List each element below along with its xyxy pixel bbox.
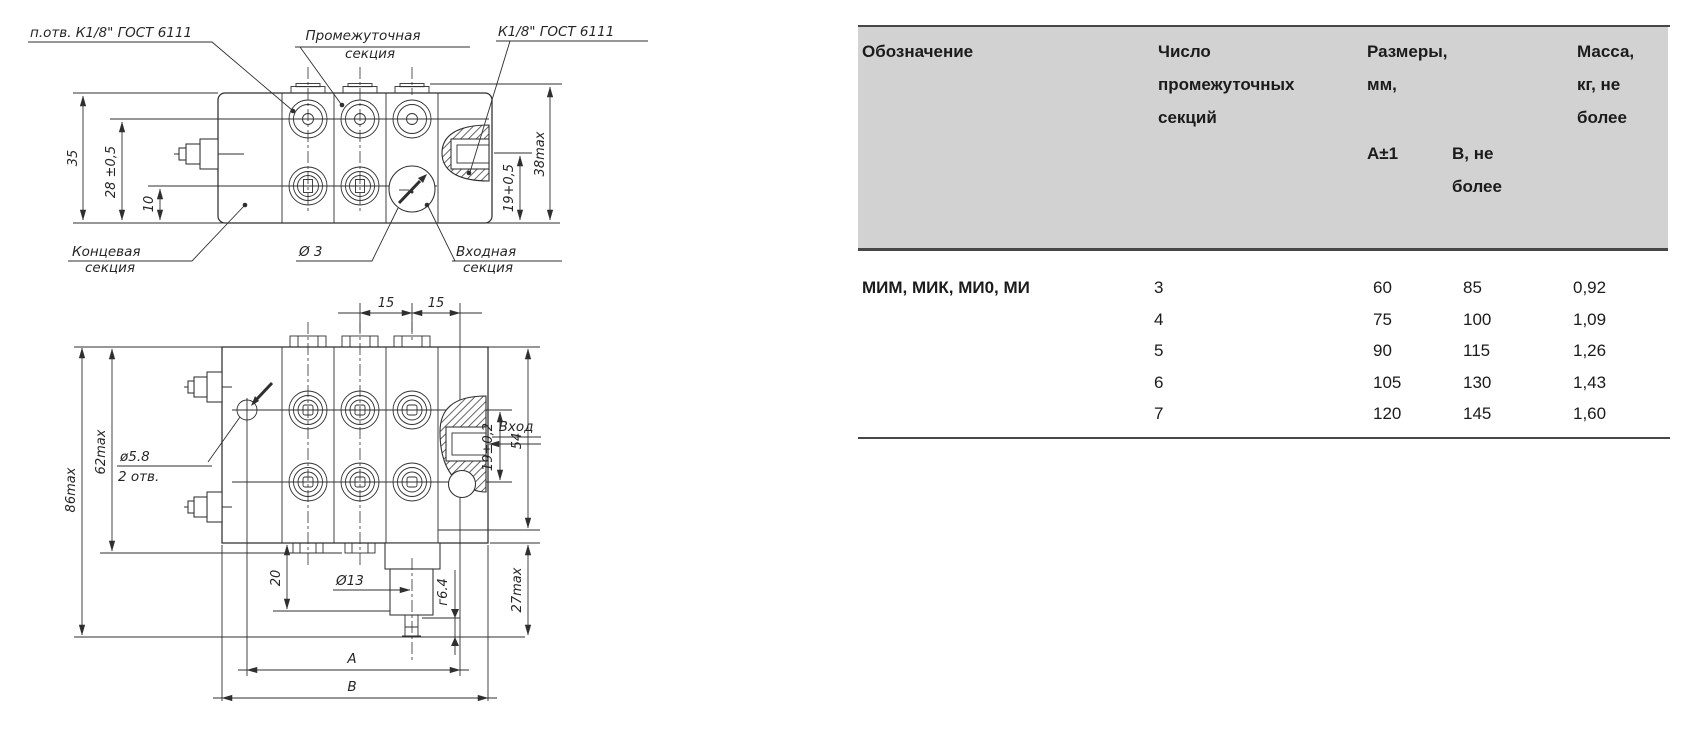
outlet-stem — [385, 543, 440, 660]
label-hole-count: 2 отв. — [118, 469, 160, 485]
label-intermediate-section-2: секция — [345, 46, 395, 62]
cell-sections: 4 — [1154, 309, 1164, 329]
label-d3: Ø 3 — [299, 244, 323, 260]
cell-dim-b: 100 — [1463, 309, 1492, 329]
table-row — [858, 398, 1670, 430]
end-bolt-top-view — [174, 139, 244, 169]
top-view — [28, 24, 648, 276]
cell-dim-a: 120 — [1373, 404, 1402, 424]
dim-6-4: г6.4 — [436, 578, 451, 606]
dim-19-05: 19+0,5 — [502, 163, 517, 213]
table-bottom-rule — [858, 437, 1670, 439]
dim-27max: 27max — [510, 567, 525, 613]
cell-mass: 1,60 — [1573, 404, 1607, 424]
table-row — [858, 367, 1670, 399]
table-header — [858, 27, 1668, 248]
table-row — [858, 304, 1670, 336]
dim-19-02: 19±0,2 — [481, 422, 496, 472]
label-end-section-2: секция — [85, 260, 135, 276]
label-inlet-section-2: секция — [463, 260, 513, 276]
technical-drawing — [0, 0, 720, 744]
table-row — [858, 272, 1670, 304]
header-designation: Обозначение — [862, 42, 974, 61]
label-end-section-1: Концевая — [72, 244, 141, 260]
dim-54: 54 — [510, 432, 525, 450]
dim-15-left: 15 — [377, 296, 395, 311]
dim-35: 35 — [66, 149, 81, 167]
cell-designation: МИМ, МИК, МИ0, МИ — [862, 278, 1030, 297]
spec-table — [858, 25, 1672, 441]
table-body — [858, 272, 1670, 430]
dim-10: 10 — [142, 195, 157, 213]
cell-dim-b: 145 — [1463, 404, 1492, 424]
cell-sections: 7 — [1154, 404, 1164, 424]
header-mass: Масса, кг, не более — [1577, 42, 1635, 127]
dim-38max: 38max — [533, 131, 548, 177]
dim-A: A — [347, 651, 357, 667]
cell-sections: 5 — [1154, 341, 1164, 361]
label-intermediate-section-1: Промежуточная — [305, 28, 421, 44]
cell-dim-a: 60 — [1373, 278, 1392, 297]
header-dim-a: А±1 — [1367, 144, 1399, 163]
dim-86max: 86max — [64, 467, 79, 513]
cell-sections: 3 — [1154, 278, 1164, 297]
label-inlet-section-1: Входная — [456, 244, 517, 260]
label-inlet: Вход — [498, 419, 534, 435]
cell-dim-a: 105 — [1373, 372, 1402, 392]
dim-15-right: 15 — [427, 296, 445, 311]
dim-13: Ø13 — [336, 573, 364, 589]
table-row — [858, 335, 1670, 367]
front-bottom-fittings — [293, 543, 375, 553]
label-inlet-thread: К1/8" ГОСТ 6111 — [498, 24, 615, 40]
cell-dim-b: 85 — [1463, 278, 1482, 297]
front-view — [64, 296, 541, 701]
dim-62max: 62max — [94, 429, 109, 475]
table-mid-rule — [858, 248, 1668, 251]
cell-mass: 1,26 — [1573, 341, 1607, 361]
header-dimensions: Размеры, мм, — [1367, 42, 1448, 94]
dim-20: 20 — [269, 569, 284, 587]
header-sections: Число промежуточных секций — [1158, 42, 1295, 127]
dim-B: B — [347, 679, 357, 695]
cell-dim-b: 130 — [1463, 372, 1492, 392]
label-hole-diameter: ø5.8 — [120, 449, 150, 465]
cell-dim-a: 75 — [1373, 309, 1392, 329]
cell-mass: 1,43 — [1573, 372, 1607, 392]
cell-dim-a: 90 — [1373, 341, 1392, 361]
cell-mass: 0,92 — [1573, 278, 1607, 297]
cell-dim-b: 115 — [1463, 341, 1491, 361]
cell-mass: 1,09 — [1573, 309, 1607, 329]
cell-sections: 6 — [1154, 372, 1164, 392]
label-ports-thread: п.отв. К1/8" ГОСТ 6111 — [30, 25, 193, 41]
dim-28: 28 ±0,5 — [104, 145, 119, 199]
mount-bolts — [184, 372, 232, 522]
header-dim-b: В, не более — [1452, 144, 1502, 196]
